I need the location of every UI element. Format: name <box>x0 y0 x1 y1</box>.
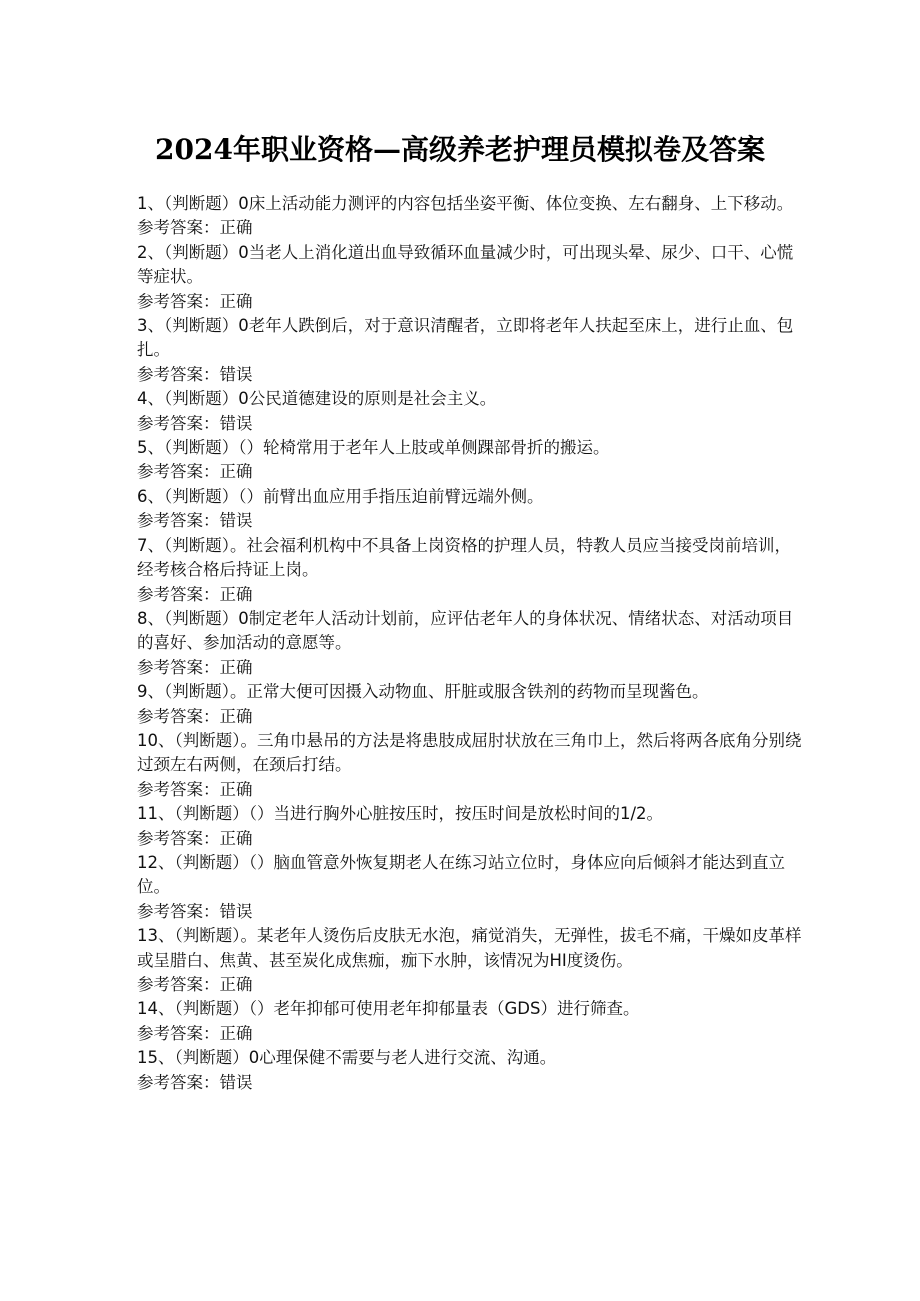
answer-label: 参考答案： <box>137 584 220 604</box>
question-text: 6、（判断题）（）前臂出血应用手指压迫前臂远端外侧。 <box>137 486 544 506</box>
question-item <box>137 607 802 680</box>
document-title: 2024年职业资格—高级养老护理员模拟卷及答案 <box>155 133 765 166</box>
answer-label: 参考答案： <box>137 291 220 311</box>
question-item <box>137 387 802 436</box>
answer-value: 错误 <box>219 901 253 921</box>
question-text: 9、（判断题）。正常大便可因摄入动物血、肝脏或服含铁剂的药物而呈现酱色。 <box>137 682 709 702</box>
question-item <box>137 436 802 485</box>
answer-line <box>137 583 802 607</box>
question-text: 8、（判断题）0制定老年人活动计划前，应评估老年人的身体状况、情绪状态、对活动项目的喜好、参加活动的意愿等。 <box>137 608 794 653</box>
question-text: 7、（判断题）。社会福利机构中不具备上岗资格的护理人员，特教人员应当接受岗前培训，经考核合格后持证上岗。 <box>137 535 791 580</box>
answer-label: 参考答案： <box>137 779 220 799</box>
answer-value: 正确 <box>219 779 253 799</box>
answer-line <box>137 216 802 240</box>
answer-value: 正确 <box>219 584 253 604</box>
answer-label: 参考答案： <box>137 364 220 384</box>
question-text: 5、（判断题）（）轮椅常用于老年人上肢或单侧踝部骨折的搬运。 <box>137 438 610 458</box>
answer-value: 正确 <box>219 975 253 994</box>
answer-value: 错误 <box>219 364 253 384</box>
question-item <box>137 924 802 997</box>
answer-value: 正确 <box>219 218 253 238</box>
question-text: 14、（判断题）（）老年抑郁可使用老年抑郁量表（GDS）进行筛查。 <box>137 999 640 1019</box>
answer-value: 错误 <box>219 413 253 433</box>
question-text: 15、（判断题）0心理保健不需要与老人进行交流、沟通。 <box>137 1048 557 1068</box>
question-item <box>137 314 802 387</box>
answer-line <box>137 778 802 802</box>
answer-line <box>137 705 802 729</box>
answer-line <box>137 827 802 851</box>
answer-value: 正确 <box>219 291 253 311</box>
answer-line <box>137 973 802 997</box>
answer-line <box>137 290 802 314</box>
answer-line <box>137 900 802 924</box>
question-item <box>137 192 802 241</box>
question-item <box>137 851 802 924</box>
question-text: 4、（判断题）0公民道德建设的原则是社会主义。 <box>137 389 497 409</box>
answer-label: 参考答案： <box>137 657 220 677</box>
question-text: 1、（判断题）0床上活动能力测评的内容包括坐姿平衡、体位变换、左右翻身、上下移动。 <box>137 194 794 213</box>
answer-line <box>137 1022 802 1046</box>
answer-value: 正确 <box>219 1023 253 1043</box>
question-text: 3、（判断题）0老年人跌倒后，对于意识清醒者，立即将老年人扶起至床上，进行止血、包扎。 <box>137 316 794 360</box>
answer-line <box>137 460 802 484</box>
answer-label: 参考答案： <box>137 462 220 482</box>
answer-value: 正确 <box>219 706 253 726</box>
question-list <box>137 192 802 1095</box>
answer-label: 参考答案： <box>137 413 220 433</box>
question-text: 2、（判断题）0当老人上消化道出血导致循环血量减少时，可出现头晕、尿少、口干、心慌等症状。 <box>137 242 794 287</box>
answer-line <box>137 509 802 533</box>
question-item <box>137 534 802 607</box>
question-text: 10、（判断题）。三角巾悬吊的方法是将患肢成屈肘状放在三角巾上，然后将两各底角分别绕过颈左右两侧，在颈后打结。 <box>137 730 802 775</box>
question-item <box>137 1046 802 1095</box>
answer-label: 参考答案： <box>137 975 220 994</box>
answer-line <box>137 656 802 680</box>
question-item <box>137 997 802 1046</box>
question-item <box>137 680 802 729</box>
question-text: 12、（判断题）（）脑血管意外恢复期老人在练习站立位时，身体应向后倾斜才能达到直立位。 <box>137 852 785 897</box>
answer-label: 参考答案： <box>137 511 220 531</box>
question-item <box>137 729 802 802</box>
answer-line <box>137 1071 802 1095</box>
answer-label: 参考答案： <box>137 901 220 921</box>
question-item <box>137 241 802 314</box>
question-text: 13、（判断题）。某老年人烫伤后皮肤无水泡，痛觉消失，无弹性，拔毛不痛，干燥如皮革样或呈腊白、焦黄、甚至炭化成焦痂，痂下水肿，该情况为HI度烫伤。 <box>137 926 802 970</box>
answer-label: 参考答案： <box>137 706 220 726</box>
answer-value: 正确 <box>219 828 253 848</box>
answer-value: 错误 <box>219 511 253 531</box>
answer-value: 错误 <box>219 1072 253 1092</box>
answer-label: 参考答案： <box>137 1023 220 1043</box>
answer-line <box>137 412 802 436</box>
answer-value: 正确 <box>219 462 253 482</box>
answer-label: 参考答案： <box>137 828 220 848</box>
answer-label: 参考答案： <box>137 218 220 238</box>
answer-label: 参考答案： <box>137 1072 220 1092</box>
question-text: 11、（判断题）（）当进行胸外心脏按压时，按压时间是放松时间的1/2。 <box>137 804 664 824</box>
question-item <box>137 485 802 534</box>
question-item <box>137 802 802 851</box>
answer-line <box>137 363 802 387</box>
answer-value: 正确 <box>219 657 253 677</box>
